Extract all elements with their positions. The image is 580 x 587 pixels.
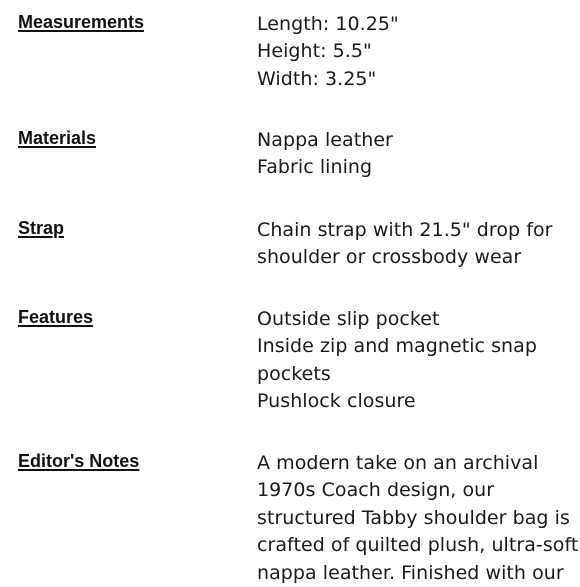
spec-value-line: Width: 3.25": [257, 67, 377, 90]
spec-label-strap: Strap: [18, 218, 65, 238]
spec-values-materials: [257, 127, 567, 182]
spec-label-editors-notes: Editor's Notes: [18, 451, 140, 471]
spec-value-line: Nappa leather: [257, 129, 393, 151]
spec-value-line: Pushlock closure: [257, 390, 416, 413]
spec-value-line: Height: 5.5": [257, 40, 372, 63]
spec-value-line: nappa leather. Finished with our: [257, 561, 564, 584]
spec-label-measurements: Measurements: [18, 12, 145, 32]
spec-value-line: crafted of quilted plush, ultra-soft: [257, 534, 579, 557]
spec-value-line: Chain strap with 21.5" drop for: [257, 219, 553, 241]
spec-values-features: [257, 306, 567, 416]
spec-value-line: Inside zip and magnetic snap: [257, 335, 537, 358]
spec-values-measurements: [257, 11, 567, 93]
spec-value-line: Outside slip pocket: [257, 308, 440, 330]
spec-value-line: A modern take on an archival: [257, 452, 539, 474]
spec-value-line: Fabric lining: [257, 156, 373, 179]
spec-label-features: Features: [18, 307, 94, 327]
spec-value-line: pockets: [257, 362, 331, 385]
spec-value-line: structured Tabby shoulder bag is: [257, 506, 570, 529]
spec-label-materials: Materials: [18, 128, 97, 148]
spec-value-line: Length: 10.25": [257, 13, 399, 35]
spec-value-line: 1970s Coach design, our: [257, 479, 495, 502]
spec-values-editors-notes: [257, 450, 579, 587]
spec-value-line: shoulder or crossbody wear: [257, 246, 522, 269]
spec-values-strap: [257, 217, 567, 272]
